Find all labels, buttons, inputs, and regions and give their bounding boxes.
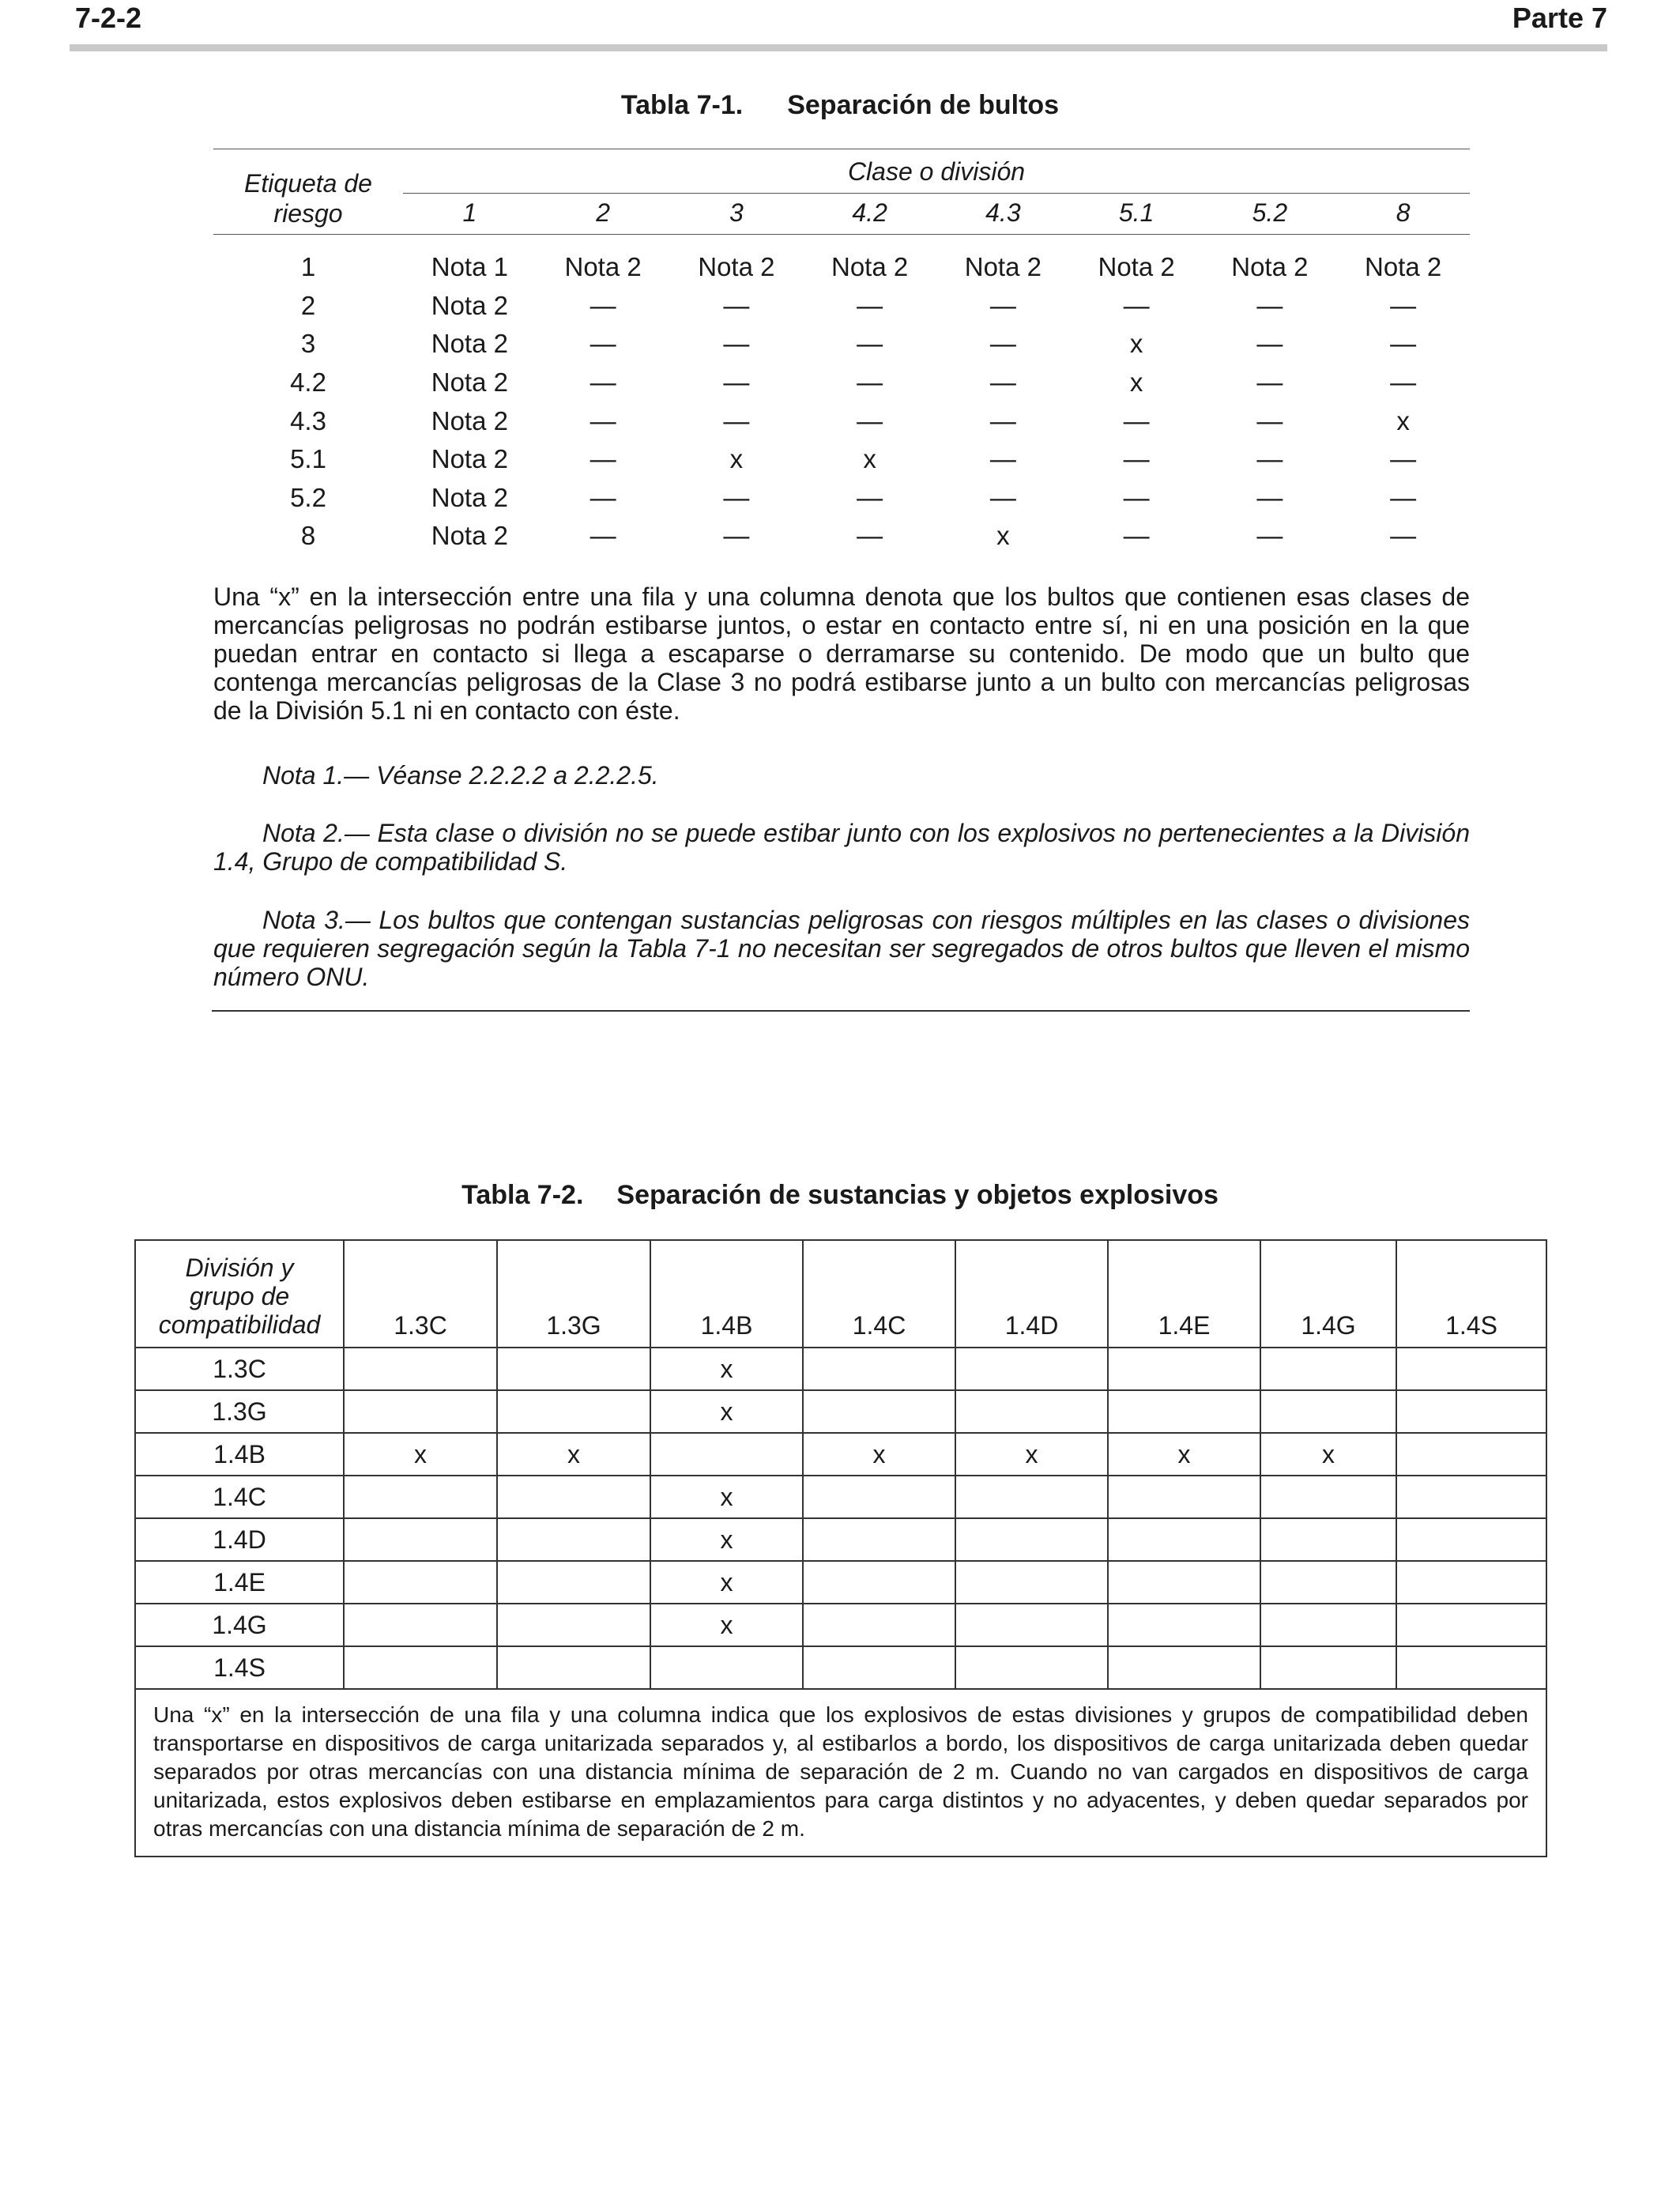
table-cell [955,1604,1108,1646]
table-cell: — [590,290,616,320]
table-cell [497,1646,650,1689]
table-cell [955,1518,1108,1561]
table-cell: Nota 2 [431,521,508,551]
table-cell: — [857,290,883,320]
table2-footnote-row [135,1689,1546,1857]
table1-caption-title: Separación de bultos [787,90,1060,120]
table-row [135,1604,1546,1646]
table2-caption-number: Tabla 7-2. [461,1180,584,1210]
table2-col-header: 1.3G [497,1240,650,1348]
table-cell: — [1256,405,1283,435]
table-cell [1260,1561,1396,1604]
table-cell [1108,1604,1260,1646]
table1-col-header: 4.2 [852,198,887,227]
table-cell: x [1108,1433,1260,1476]
table1-column-headers [403,194,1470,231]
table-cell [803,1348,955,1390]
table-cell [803,1518,955,1561]
table-cell [1260,1390,1396,1433]
table-cell: x [650,1348,803,1390]
table-cell [650,1433,803,1476]
table-cell: — [590,521,616,551]
table-cell [497,1561,650,1604]
table-cell: — [989,405,1016,435]
table-cell [803,1646,955,1689]
header-rule [70,44,1607,51]
table-cell: — [590,405,616,435]
table-cell [497,1348,650,1390]
table-row [135,1390,1546,1433]
row-label: 1.4G [135,1604,344,1646]
table-cell: — [989,482,1016,512]
table-cell: x [1260,1433,1396,1476]
table-cell: — [857,329,883,359]
table-cell: — [989,329,1016,359]
table-cell: — [723,482,750,512]
table-cell: — [1390,482,1417,512]
row-label: 1.4E [135,1561,344,1604]
table1-stub-header [213,168,403,228]
table2-caption-title: Separación de sustancias y objetos explosivos [616,1180,1219,1210]
table-row [135,1518,1546,1561]
table-cell: x [650,1476,803,1518]
table-cell [1396,1561,1546,1604]
table-cell [1108,1561,1260,1604]
table-cell: x [1129,368,1143,398]
table1-note1: Nota 1.— Véanse 2.2.2.2 a 2.2.2.5. [262,761,659,790]
table-cell: x [650,1604,803,1646]
table-cell: x [1396,405,1410,435]
table-cell [803,1561,955,1604]
table-cell: — [723,290,750,320]
table-cell [497,1390,650,1433]
table1-note3: Nota 3.— Los bultos que contengan sustancias peligrosas con riesgos múltiples en las clases o divisiones que requieren segregación según la Tabla 7-1 no necesitan ser segregados de otros bultos que lleven el mismo número ONU. [213,906,1470,991]
table2-stub-header [135,1240,344,1348]
table-cell [1108,1348,1260,1390]
table-cell: — [857,482,883,512]
table-cell [1108,1476,1260,1518]
table1-span-header: Clase o división [847,157,1026,186]
row-label: 5.1 [290,444,326,474]
table-cell: — [1256,521,1283,551]
table-row [213,364,1470,402]
row-label: 1.4B [135,1433,344,1476]
row-label: 1.4D [135,1518,344,1561]
row-label: 5.2 [290,482,326,512]
table2-stub-header-line3: compatibilidad [158,1310,321,1339]
table-cell: Nota 2 [564,252,642,282]
table-cell: — [1256,290,1283,320]
table-cell: — [1256,482,1283,512]
table1-span-rule [403,193,1470,194]
table-row [213,287,1470,326]
table1-caption [0,90,1680,121]
table-cell [955,1561,1108,1604]
table-cell: x [803,1433,955,1476]
table-cell: — [1123,290,1150,320]
table-cell: — [723,329,750,359]
table-cell: — [590,329,616,359]
table1-col-header: 4.3 [985,198,1021,227]
table-cell: Nota 2 [431,368,508,398]
table-cell [955,1348,1108,1390]
table1-caption-number: Tabla 7-1. [620,90,744,120]
table-cell [344,1390,497,1433]
table-cell: Nota 2 [698,252,775,282]
table-cell [1108,1390,1260,1433]
table2-col-header: 1.4D [955,1240,1108,1348]
table-row [213,517,1470,556]
table-row [213,479,1470,518]
table-cell: Nota 2 [1098,252,1175,282]
table2-col-header: 1.4S [1396,1240,1546,1348]
table-row [135,1476,1546,1518]
row-label: 1.3G [135,1390,344,1433]
table-cell [650,1646,803,1689]
table-cell: — [857,405,883,435]
row-label: 2 [300,290,316,320]
row-label: 1.4S [135,1646,344,1689]
table-cell: x [729,444,744,474]
row-label: 8 [300,521,316,551]
table-cell: — [1123,482,1150,512]
table-cell: — [1256,329,1283,359]
table-cell: Nota 2 [431,405,508,435]
table1-header-rule [213,234,1470,235]
table-cell: — [1390,444,1417,474]
table-cell [803,1476,955,1518]
table-row [213,440,1470,479]
table-cell: — [989,290,1016,320]
table-cell: — [590,444,616,474]
table-cell: — [723,368,750,398]
table-cell [1260,1518,1396,1561]
table-cell [344,1518,497,1561]
table-cell [955,1390,1108,1433]
table-cell: — [989,368,1016,398]
table1-col-header: 2 [596,198,611,227]
page-number: 7-2-2 [75,2,142,34]
row-label: 1 [300,252,316,282]
table-cell: — [1390,329,1417,359]
table-cell: — [857,521,883,551]
table-cell [955,1646,1108,1689]
table-cell: — [989,444,1016,474]
table1-explanation: Una “x” en la intersección entre una fila y una columna denota que los bultos que contienen esas clases de mercancías peligrosas no podrán estibarse juntos, o estar en contacto entre sí, ni en una posición en la que puedan entrar en contacto si llega a escaparse o derramarse su contenido. De modo que un bulto que contenga mercancías peligrosas de la Clase 3 no podrá estibarse junto a un bulto con mercancías peligrosas de la División 5.1 ni en contacto con éste. [213,582,1470,725]
table2-header-row [135,1240,1546,1348]
table-cell: Nota 2 [964,252,1042,282]
table-cell [1396,1646,1546,1689]
table-cell: — [1123,405,1150,435]
table2-footnote: Una “x” en la intersección de una fila y una columna indica que los explosivos de estas divisiones y grupos de compatibilidad deben transportarse en dispositivos de carga unitarizada separados y, al estibarlos a bordo, los dispositivos de carga unitarizada deben quedar separados por otras mercancías con una distancia mínima de separación de 2 m. Cuando no van cargados en dispositivos de carga unitarizada, estos explosivos deben estibarse en emplazamientos para carga distintos y no adyacentes, y deben quedar separados por otras mercancías con una distancia mínima de separación de 2 m. [135,1689,1546,1857]
table-cell: — [590,482,616,512]
table2-col-header: 1.4B [650,1240,803,1348]
table-cell: x [650,1390,803,1433]
table-cell: x [955,1433,1108,1476]
table-row [213,401,1470,440]
table-row [213,248,1470,287]
table-cell: — [1123,521,1150,551]
table-cell [1396,1476,1546,1518]
table1-stub-header-line1: Etiqueta de [244,169,372,198]
table-cell [497,1518,650,1561]
table2-caption [0,1180,1680,1211]
table2-col-header: 1.3C [344,1240,497,1348]
row-label: 1.3C [135,1348,344,1390]
table2-stub-header-line1: División y [185,1253,294,1282]
table1-body [213,248,1470,556]
part-label: Parte 7 [1512,2,1607,34]
table-cell [1108,1646,1260,1689]
table-cell: — [723,521,750,551]
table1-note2: Nota 2.— Esta clase o división no se puede estibar junto con los explosivos no pertenecientes a la División 1.4, Grupo de compatibilidad S. [213,819,1470,876]
table-cell: x [863,444,876,474]
table-cell [344,1348,497,1390]
row-label: 1.4C [135,1476,344,1518]
table-cell: x [650,1561,803,1604]
table-cell [1260,1646,1396,1689]
table-cell [1396,1604,1546,1646]
table-cell: — [1390,290,1417,320]
table-cell: x [996,521,1010,551]
table-cell: Nota 2 [431,482,508,512]
table-cell: — [1390,521,1417,551]
table1-col-header: 8 [1396,198,1411,227]
table2 [134,1239,1547,1857]
table2-col-header: 1.4G [1260,1240,1396,1348]
table-cell [1108,1518,1260,1561]
table1-col-header: 5.2 [1252,198,1288,227]
table-cell: x [1129,329,1143,359]
table-row [135,1433,1546,1476]
table-cell [344,1476,497,1518]
table-cell: — [857,368,883,398]
row-label: 4.3 [290,405,326,435]
table1-col-header: 5.1 [1118,198,1155,227]
table2-col-header: 1.4E [1108,1240,1260,1348]
table2-col-header: 1.4C [803,1240,955,1348]
table-cell [1260,1348,1396,1390]
table-cell [1260,1604,1396,1646]
table-cell [344,1561,497,1604]
table-cell [1396,1348,1546,1390]
table-cell [497,1476,650,1518]
table-cell: — [723,405,750,435]
table-cell: — [590,368,616,398]
table1-col-header: 3 [729,198,744,227]
table-cell [344,1646,497,1689]
table-cell [497,1604,650,1646]
table-cell [1396,1518,1546,1561]
table-cell [1396,1433,1546,1476]
table1-stub-header-line2: riesgo [273,199,343,228]
table-row [135,1561,1546,1604]
table-cell: Nota 2 [431,444,508,474]
table-cell: Nota 2 [831,252,909,282]
table-cell: Nota 1 [431,252,508,282]
table-row [135,1348,1546,1390]
table1-bottom-rule [212,1010,1470,1012]
table-cell [803,1604,955,1646]
table-cell: Nota 2 [1231,252,1309,282]
table-cell [803,1390,955,1433]
table1-col-header: 1 [462,198,477,227]
table2-stub-header-line2: grupo de [189,1282,290,1310]
table-cell: — [1256,444,1283,474]
table-cell: x [344,1433,497,1476]
table-cell [1260,1476,1396,1518]
table-cell: — [1123,444,1150,474]
table-row [135,1646,1546,1689]
table-cell [955,1476,1108,1518]
row-label: 4.2 [290,368,326,398]
table-cell: Nota 2 [1365,252,1442,282]
table-cell: Nota 2 [431,290,508,320]
table-row [213,325,1470,364]
row-label: 3 [300,329,316,359]
table-cell [1396,1390,1546,1433]
table-cell: Nota 2 [431,329,508,359]
table-cell [344,1604,497,1646]
table-cell: — [1256,368,1283,398]
table-cell: x [497,1433,650,1476]
table-cell: x [650,1518,803,1561]
table-cell: — [1390,368,1417,398]
